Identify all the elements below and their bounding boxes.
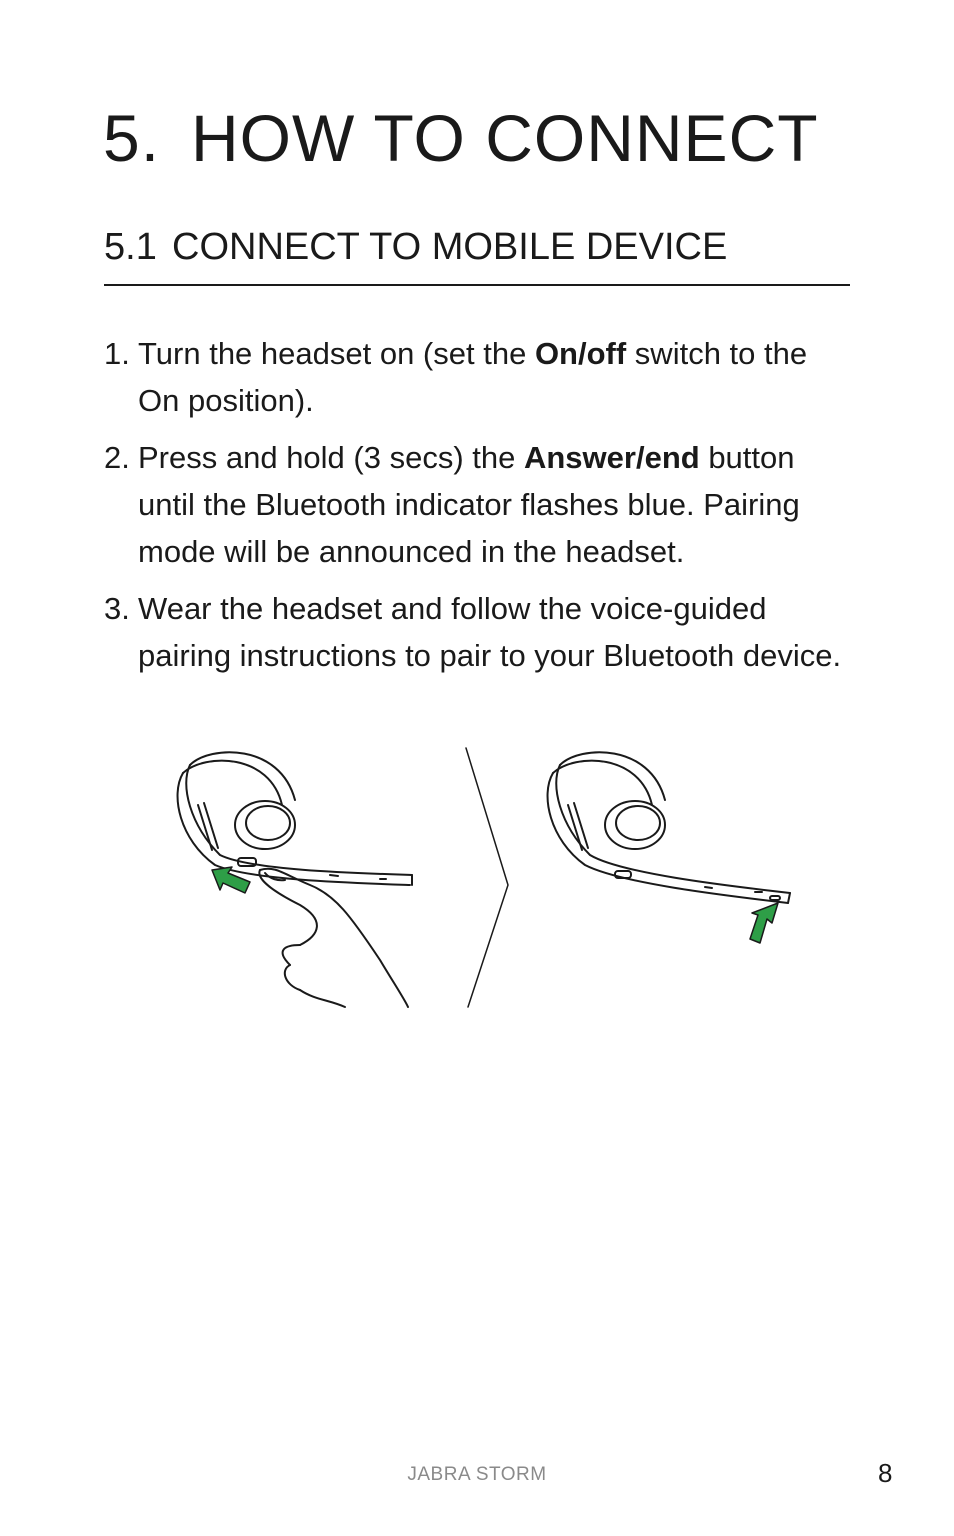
step-number: 2. [104,440,130,475]
chapter-number: 5. [103,101,161,175]
headset-right-image [548,752,790,903]
section-title-text: CONNECT TO MOBILE DEVICE [172,226,728,268]
step-text: Wear the headset and follow the voice-guided pairing instructions to pair to your Bluetooth device. [138,591,842,673]
page-number: 8 [878,1458,893,1488]
step-number: 3. [104,591,130,626]
chapter-title-text: HOW TO CONNECT [191,101,819,175]
arrow-right-icon [750,903,778,943]
footer-brand: JABRA STORM [407,1464,547,1485]
chapter-title [103,100,819,176]
on-off-label: On/off [534,336,627,371]
pairing-illustration [150,745,810,1010]
step-1 [104,330,856,424]
step-2 [104,434,856,575]
step-number: 1. [104,336,130,371]
answer-end-label: Answer/end [523,440,700,475]
section-title [104,226,727,269]
section-number: 5.1 [104,226,157,268]
step-text: Turn the headset on (set the [138,336,535,371]
section-divider [104,284,850,286]
step-text: Press and hold (3 secs) the [138,440,524,475]
steps-list [104,330,856,689]
step-text: button until the Bluetooth indicator flashes blue. Pairing mode will be announced in the headset. [138,440,800,569]
separator-chevron [466,748,508,1007]
step-text: switch to the On position). [138,336,808,418]
step-3 [104,585,856,679]
finger-image [259,869,408,1007]
headset-left-image [178,752,412,885]
